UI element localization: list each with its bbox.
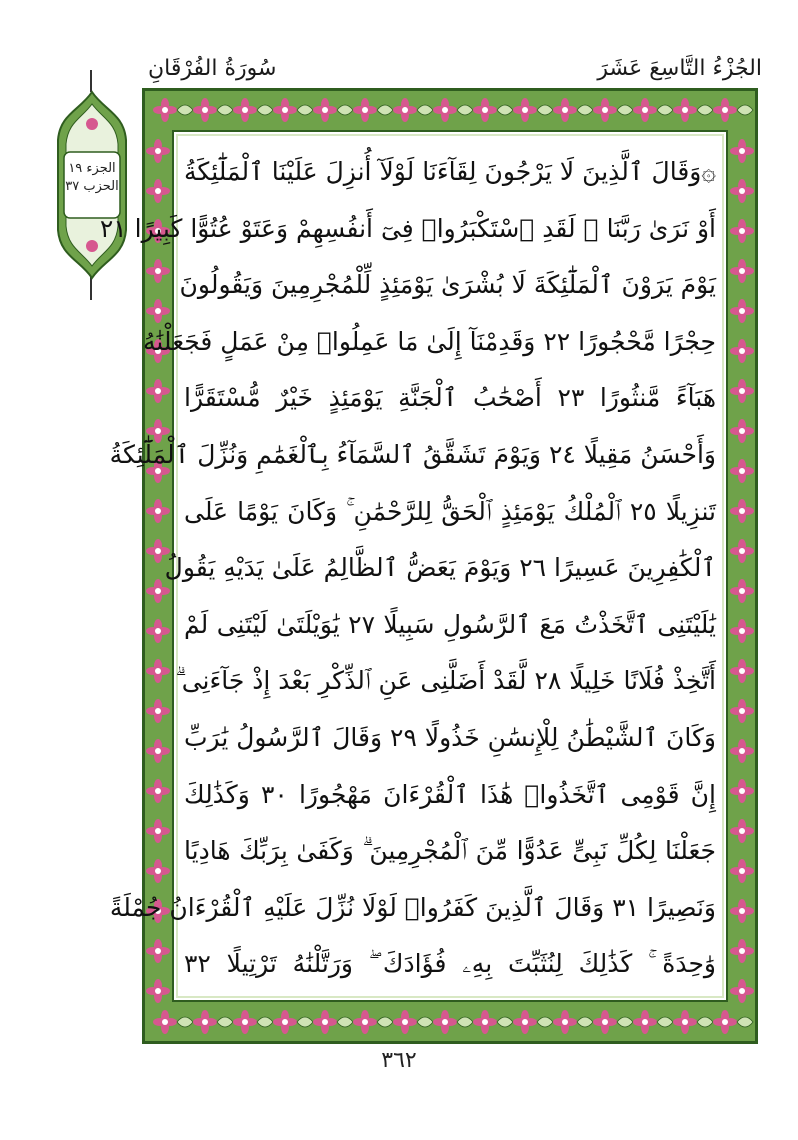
flower-ornament-icon <box>673 1010 697 1034</box>
flower-ornament-icon <box>153 1010 177 1034</box>
page-number: ٣٦٢ <box>381 1048 417 1073</box>
flower-ornament-icon <box>633 1010 657 1034</box>
leaf-ornament-icon <box>737 1017 753 1027</box>
leaf-ornament-icon <box>217 1017 233 1027</box>
flower-ornament-icon <box>273 98 297 122</box>
flower-ornament-icon <box>146 499 170 523</box>
leaf-ornament-icon <box>617 105 633 115</box>
leaf-ornament-icon <box>417 105 433 115</box>
flower-ornament-icon <box>146 379 170 403</box>
flower-ornament-icon <box>730 259 754 283</box>
verses-block <box>99 144 717 993</box>
leaf-ornament-icon <box>337 105 353 115</box>
flower-ornament-icon <box>353 98 377 122</box>
leaf-ornament-icon <box>217 105 233 115</box>
leaf-ornament-icon <box>257 105 273 115</box>
leaf-ornament-icon <box>577 105 593 115</box>
flower-ornament-icon <box>730 659 754 683</box>
leaf-ornament-icon <box>337 1017 353 1027</box>
leaf-ornament-icon <box>297 1017 313 1027</box>
leaf-ornament-icon <box>497 1017 513 1027</box>
flower-ornament-icon <box>730 459 754 483</box>
flower-ornament-icon <box>146 659 170 683</box>
flower-ornament-icon <box>313 98 337 122</box>
flower-ornament-icon <box>633 98 657 122</box>
flower-ornament-icon <box>146 779 170 803</box>
leaf-ornament-icon <box>257 1017 273 1027</box>
verse-line: يَوْمَ يَرَوْنَ ٱلْمَلَٰٓئِكَةَ لَا بُشْرَىٰ يَوْمَئِذٍ لِّلْمُجْرِمِينَ وَيَقُولُونَ <box>179 270 716 300</box>
flower-ornament-icon <box>146 699 170 723</box>
flower-ornament-icon <box>393 98 417 122</box>
flower-ornament-icon <box>146 979 170 1003</box>
juz-title: الجُزْءُ التَّاسِعَ عَشَرَ <box>597 56 762 81</box>
leaf-ornament-icon <box>737 105 753 115</box>
flower-ornament-icon <box>473 1010 497 1034</box>
leaf-ornament-icon <box>177 105 193 115</box>
leaf-ornament-icon <box>377 1017 393 1027</box>
flower-ornament-icon <box>730 939 754 963</box>
flower-ornament-icon <box>433 98 457 122</box>
leaf-ornament-icon <box>457 105 473 115</box>
verse-line: وَٰحِدَةً ۚ كَذَٰلِكَ لِنُثَبِّتَ بِهِۦ فُؤَادَكَ ۖ وَرَتَّلْنَٰهُ تَرْتِيلًا ٣٢ <box>184 949 716 979</box>
verse-line: أَتَّخِذْ فُلَانًا خَلِيلًا ٢٨ لَّقَدْ أَضَلَّنِى عَنِ ٱلذِّكْرِ بَعْدَ إِذْ جَآءَنِى ۗ <box>175 666 716 696</box>
flower-ornament-icon <box>146 179 170 203</box>
leaf-ornament-icon <box>617 1017 633 1027</box>
flower-ornament-icon <box>730 779 754 803</box>
surah-title: سُورَةُ الفُرْقَانِ <box>148 56 277 81</box>
verse-line: ۞وَقَالَ ٱلَّذِينَ لَا يَرْجُونَ لِقَآءَنَا لَوْلَآ أُنزِلَ عَلَيْنَا ٱلْمَلَٰٓئِكَةُ <box>184 157 716 186</box>
leaf-ornament-icon <box>697 1017 713 1027</box>
leaf-ornament-icon <box>697 105 713 115</box>
flower-ornament-icon <box>730 699 754 723</box>
flower-ornament-icon <box>593 1010 617 1034</box>
page-frame <box>99 88 758 1044</box>
verse-line: إِنَّ قَوْمِى ٱتَّخَذُوا۟ هَٰذَا ٱلْقُرْءَانَ مَهْجُورًا ٣٠ وَكَذَٰلِكَ <box>184 779 716 809</box>
verse-line: تَنزِيلًا ٢٥ ٱلْمُلْكُ يَوْمَئِذٍ ٱلْحَقُّ لِلرَّحْمَٰنِ ۚ وَكَانَ يَوْمًا عَلَى <box>184 496 716 526</box>
flower-ornament-icon <box>146 819 170 843</box>
leaf-ornament-icon <box>377 105 393 115</box>
leaf-ornament-icon <box>457 1017 473 1027</box>
leaf-ornament-icon <box>657 105 673 115</box>
flower-ornament-icon <box>730 339 754 363</box>
flower-ornament-icon <box>730 859 754 883</box>
flower-ornament-icon <box>153 98 177 122</box>
flower-ornament-icon <box>730 219 754 243</box>
flower-ornament-icon <box>146 739 170 763</box>
flower-ornament-icon <box>730 379 754 403</box>
flower-ornament-icon <box>273 1010 297 1034</box>
flower-ornament-icon <box>713 98 737 122</box>
flower-ornament-icon <box>146 139 170 163</box>
leaf-ornament-icon <box>497 105 513 115</box>
flower-ornament-icon <box>313 1010 337 1034</box>
flower-ornament-icon <box>146 619 170 643</box>
leaf-ornament-icon <box>537 105 553 115</box>
flower-ornament-icon <box>393 1010 417 1034</box>
flower-ornament-icon <box>553 1010 577 1034</box>
flower-ornament-icon <box>730 619 754 643</box>
flower-ornament-icon <box>730 179 754 203</box>
flower-ornament-icon <box>730 299 754 323</box>
verse-line: هَبَآءً مَّنثُورًا ٢٣ أَصْحَٰبُ ٱلْجَنَّةِ يَوْمَئِذٍ خَيْرٌ مُّسْتَقَرًّا <box>184 383 717 413</box>
juz-number-label: الجزء ١٩ <box>68 161 116 176</box>
flower-ornament-icon <box>513 1010 537 1034</box>
flower-ornament-icon <box>433 1010 457 1034</box>
verse-line: وَنَصِيرًا ٣١ وَقَالَ ٱلَّذِينَ كَفَرُوا۟ لَوْلَا نُزِّلَ عَلَيْهِ ٱلْقُرْءَانُ جُمْلَةً <box>109 892 716 922</box>
flower-ornament-icon <box>730 139 754 163</box>
flower-ornament-icon <box>193 1010 217 1034</box>
verse-line: وَكَانَ ٱلشَّيْطَٰنُ لِلْإِنسَٰنِ خَذُولًا ٢٩ وَقَالَ ٱلرَّسُولُ يَٰرَبِّ <box>183 722 716 752</box>
verse-line: وَأَحْسَنُ مَقِيلًا ٢٤ وَيَوْمَ تَشَقَّقُ ٱلسَّمَآءُ بِٱلْغَمَٰمِ وَنُزِّلَ ٱلْمَلَٰٓئِكَةُ <box>109 439 716 469</box>
verse-line: يَٰلَيْتَنِى ٱتَّخَذْتُ مَعَ ٱلرَّسُولِ سَبِيلًا ٢٧ يَٰوَيْلَتَىٰ لَيْتَنِى لَمْ <box>184 609 717 639</box>
leaf-ornament-icon <box>657 1017 673 1027</box>
flower-ornament-icon <box>673 98 697 122</box>
flower-ornament-icon <box>233 98 257 122</box>
flower-ornament-icon <box>146 259 170 283</box>
leaf-ornament-icon <box>177 1017 193 1027</box>
flower-ornament-icon <box>730 819 754 843</box>
flower-ornament-icon <box>713 1010 737 1034</box>
verse-line: أَوْ نَرَىٰ رَبَّنَا ۗ لَقَدِ ٱسْتَكْبَرُوا۟ فِىٓ أَنفُسِهِمْ وَعَتَوْ عُتُوًّا كَبِيرًا ٢١ <box>99 213 716 243</box>
hizb-number-label: الحزب ٣٧ <box>65 179 119 194</box>
text-panel <box>99 130 728 1002</box>
flower-ornament-icon <box>730 499 754 523</box>
flower-ornament-icon <box>730 419 754 443</box>
flower-ornament-icon <box>730 539 754 563</box>
flower-ornament-icon <box>513 98 537 122</box>
verse-line: جَعَلْنَا لِكُلِّ نَبِىٍّ عَدُوًّا مِّنَ ٱلْمُجْرِمِينَ ۗ وَكَفَىٰ بِرَبِّكَ هَادِيًا <box>184 836 716 866</box>
juz-hizb-marker <box>54 70 130 300</box>
leaf-ornament-icon <box>417 1017 433 1027</box>
flower-ornament-icon <box>353 1010 377 1034</box>
flower-ornament-icon <box>473 98 497 122</box>
flower-ornament-icon <box>193 98 217 122</box>
leaf-ornament-icon <box>577 1017 593 1027</box>
flower-ornament-icon <box>233 1010 257 1034</box>
leaf-ornament-icon <box>537 1017 553 1027</box>
flower-ornament-icon <box>553 98 577 122</box>
flower-ornament-icon <box>730 979 754 1003</box>
verse-line: حِجْرًا مَّحْجُورًا ٢٢ وَقَدِمْنَآ إِلَىٰ مَا عَمِلُوا۟ مِنْ عَمَلٍ فَجَعَلْنَٰهُ <box>142 326 716 356</box>
verse-line: ٱلْكَٰفِرِينَ عَسِيرًا ٢٦ وَيَوْمَ يَعَضُّ ٱلظَّالِمُ عَلَىٰ يَدَيْهِ يَقُولُ <box>164 553 716 583</box>
flower-ornament-icon <box>146 939 170 963</box>
leaf-ornament-icon <box>297 105 313 115</box>
flower-ornament-icon <box>730 579 754 603</box>
flower-ornament-icon <box>730 739 754 763</box>
flower-ornament-icon <box>593 98 617 122</box>
flower-ornament-icon <box>730 899 754 923</box>
